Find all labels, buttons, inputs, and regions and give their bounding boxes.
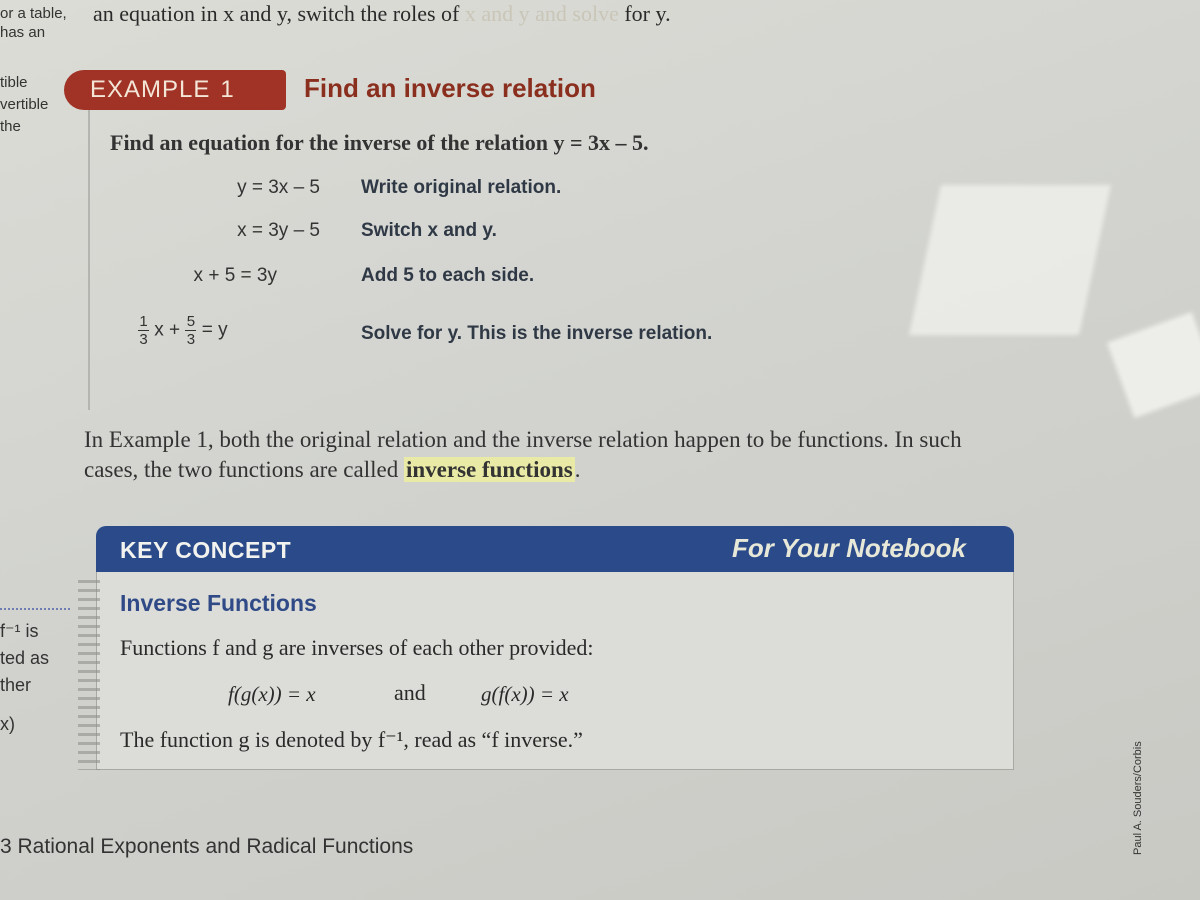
step-note: Write original relation. xyxy=(361,177,562,198)
photo-credit: Paul A. Souders/Corbis xyxy=(1132,741,1144,855)
example-prompt: Find an equation for the inverse of the relation y = 3x – 5. xyxy=(110,130,649,155)
fraction xyxy=(185,314,196,347)
margin-line: or a table, xyxy=(0,5,67,22)
page-footer: 3 Rational Exponents and Radical Functions xyxy=(0,835,414,858)
denominator: 3 xyxy=(186,331,196,348)
margin-line: has an xyxy=(0,24,46,41)
margin-note: x) xyxy=(0,714,15,734)
fraction xyxy=(138,314,149,347)
margin-notes xyxy=(0,618,49,738)
step-note: Switch x and y. xyxy=(361,220,497,241)
intro-text: an equation in x and y, switch the roles of xyxy=(93,1,465,26)
intro-end-text: for y. xyxy=(618,1,671,26)
margin-line: vertible xyxy=(0,96,49,113)
margin-note: f⁻¹ is xyxy=(0,621,39,641)
step-equation: y = 3x – 5 xyxy=(237,177,320,198)
numerator: 5 xyxy=(186,313,196,330)
margin-note: ther xyxy=(0,675,32,695)
numerator: 1 xyxy=(139,313,148,330)
notebook-spiral xyxy=(78,580,100,770)
margin-text-left xyxy=(0,72,48,138)
key-concept-header xyxy=(96,526,1014,572)
margin-line: the xyxy=(0,118,21,135)
formula-and: and xyxy=(394,680,426,705)
highlighted-term: inverse functions xyxy=(405,457,573,482)
example-number: 1 xyxy=(220,76,235,103)
example-word: EXAMPLE xyxy=(90,76,211,103)
formula-right: g(f(x)) = x xyxy=(481,682,569,706)
glare-patch xyxy=(1107,312,1200,418)
intro-sentence xyxy=(93,1,671,27)
equation-middle: x + xyxy=(154,319,181,341)
key-concept-subtitle: Inverse Functions xyxy=(120,590,317,616)
intro-faded-text: x and y and solve xyxy=(464,1,619,26)
margin-line: tible xyxy=(0,74,28,91)
dotted-divider xyxy=(0,608,70,610)
notebook-label: For Your Notebook xyxy=(732,533,966,563)
equation-end: = y xyxy=(201,319,228,341)
step-equation-fraction xyxy=(138,314,228,347)
step-note: Solve for y. This is the inverse relation. xyxy=(361,323,713,344)
paragraph-text: In Example 1, both the original relation and the inverse relation happen to be functions. In such cases, the two functions are called xyxy=(84,427,962,482)
step-note: Add 5 to each side. xyxy=(361,265,535,286)
example-title: Find an inverse relation xyxy=(304,73,596,103)
key-concept-line: Functions f and g are inverses of each other provided: xyxy=(120,635,594,660)
margin-note: ted as xyxy=(0,648,50,668)
body-paragraph xyxy=(84,425,964,485)
example-divider xyxy=(88,110,90,410)
paragraph-end: . xyxy=(574,457,581,482)
key-concept-line: The function g is denoted by f⁻¹, read as “f inverse.” xyxy=(120,727,583,752)
glare-patch xyxy=(909,185,1111,335)
example-label xyxy=(64,70,286,110)
step-equation: x = 3y – 5 xyxy=(237,220,320,241)
step-equation: x + 5 = 3y xyxy=(193,265,277,286)
margin-text-top xyxy=(0,4,67,42)
formula-left: f(g(x)) = x xyxy=(228,682,316,706)
denominator: 3 xyxy=(139,331,148,348)
key-concept-label: KEY CONCEPT xyxy=(120,537,292,563)
